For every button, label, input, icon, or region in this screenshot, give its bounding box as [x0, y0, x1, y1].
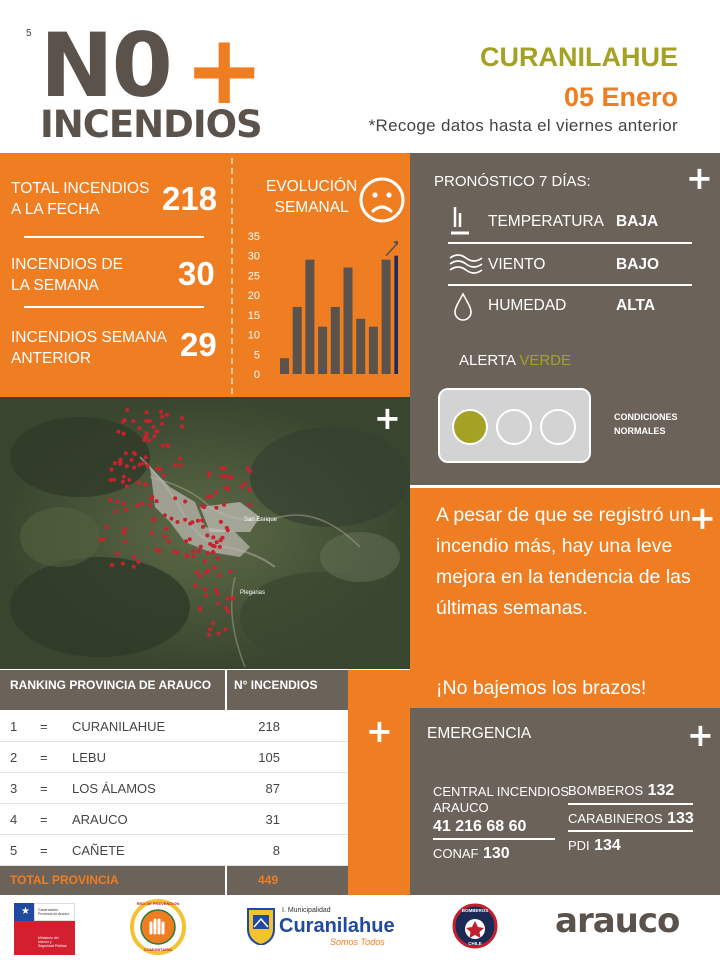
- curanilahue-tagline: Somos Todos: [330, 937, 385, 947]
- fire-marker: [173, 496, 177, 500]
- prev-week-fires-value: 29: [180, 326, 217, 363]
- pdi-contact: PDI 134: [568, 837, 621, 854]
- fire-marker: [223, 466, 227, 470]
- fire-marker: [152, 434, 156, 438]
- divider: [448, 242, 692, 244]
- fire-marker: [200, 519, 204, 523]
- ranking-trend: =: [40, 750, 48, 765]
- fire-marker: [215, 592, 219, 596]
- fire-marker: [243, 482, 247, 486]
- footer-logos: [0, 895, 720, 960]
- ranking-name: CURANILAHUE: [72, 719, 166, 734]
- fire-marker: [225, 606, 229, 610]
- fire-marker: [216, 557, 220, 561]
- logo-no-text: N0: [40, 14, 171, 117]
- fire-marker: [208, 627, 212, 631]
- fire-marker: [165, 413, 169, 417]
- emergency-title: EMERGENCIA: [427, 725, 532, 742]
- logo-incendios-text: INCENDIOS: [40, 103, 262, 146]
- fire-marker: [135, 504, 139, 508]
- fire-marker: [240, 485, 244, 489]
- fire-marker: [164, 527, 168, 531]
- plus-icon: +: [686, 159, 713, 197]
- ranking-trend: =: [40, 843, 48, 858]
- ranking-position: 4: [10, 812, 18, 827]
- divider: [568, 830, 693, 832]
- y-tick-label: 5: [253, 349, 260, 362]
- ranking-name: ARAUCO: [72, 812, 128, 827]
- fire-marker: [179, 463, 183, 467]
- fire-marker: [223, 628, 227, 632]
- ranking-count: 87: [265, 781, 280, 796]
- fire-marker: [132, 565, 136, 569]
- y-tick-label: 30: [247, 250, 260, 263]
- ranking-row: [0, 773, 348, 804]
- fire-marker: [145, 410, 149, 414]
- chart-bar: [356, 319, 365, 374]
- fire-marker: [162, 473, 166, 477]
- fire-marker: [116, 430, 120, 434]
- fire-marker: [247, 503, 251, 507]
- fire-marker: [132, 451, 136, 455]
- alert-light-green: [452, 409, 488, 445]
- fire-marker: [226, 596, 230, 600]
- fire-marker: [169, 517, 173, 521]
- week-fires-value: 30: [178, 255, 215, 292]
- fire-marker: [145, 464, 149, 468]
- fire-marker: [116, 500, 120, 504]
- trend-arrow-icon: [386, 244, 397, 256]
- fire-marker: [215, 540, 219, 544]
- chart-bar: [305, 260, 314, 374]
- fire-marker: [110, 468, 114, 472]
- fire-marker: [214, 588, 218, 592]
- fire-marker: [203, 587, 207, 591]
- forecast-wind-label: VIENTO: [488, 256, 546, 273]
- fire-marker: [140, 502, 144, 506]
- forecast-humidity-label: HUMEDAD: [488, 297, 567, 314]
- fire-marker: [193, 584, 197, 588]
- divider: [24, 306, 204, 308]
- sad-face-icon: [358, 176, 406, 224]
- ranking-title: RANKING PROVINCIA DE ARAUCO: [10, 678, 212, 692]
- ranking-total-value: 449: [258, 873, 279, 887]
- fire-marker: [132, 555, 136, 559]
- fire-marker: [183, 500, 187, 504]
- fire-marker: [205, 533, 209, 537]
- fire-marker: [125, 464, 129, 468]
- fire-marker: [213, 544, 217, 548]
- fire-marker: [155, 467, 159, 471]
- fire-marker: [159, 410, 163, 414]
- fire-marker: [246, 466, 250, 470]
- fire-marker: [124, 451, 128, 455]
- fire-marker: [143, 484, 147, 488]
- forecast-temp-label: TEMPERATURA: [488, 213, 604, 230]
- week-fires-label: INCENDIOS DE LA SEMANA: [11, 256, 123, 294]
- data-note: *Recoge datos hasta el viernes anterior: [368, 116, 678, 135]
- arauco-logo: arauco: [555, 901, 680, 941]
- fire-marker: [218, 545, 222, 549]
- fire-marker: [146, 419, 150, 423]
- fire-marker: [132, 419, 136, 423]
- fire-marker: [180, 425, 184, 429]
- conaf-contact: CONAF 130: [433, 845, 510, 861]
- fire-marker: [188, 537, 192, 541]
- fire-marker: [195, 570, 199, 574]
- fire-marker: [155, 429, 159, 433]
- fire-marker: [176, 520, 180, 524]
- fire-marker: [165, 443, 169, 447]
- fire-marker: [204, 594, 208, 598]
- fire-marker: [122, 531, 126, 535]
- fire-marker: [222, 503, 226, 507]
- fire-marker: [122, 432, 126, 436]
- fire-marker: [207, 473, 211, 477]
- ranking-trend: =: [40, 812, 48, 827]
- fire-marker: [220, 474, 224, 478]
- fire-marker: [217, 601, 221, 605]
- fire-marker: [226, 487, 230, 491]
- ranking-position: 3: [10, 781, 18, 796]
- fire-marker: [206, 495, 210, 499]
- fire-marker: [115, 552, 119, 556]
- evolution-label: EVOLUCIÓN SEMANAL: [266, 178, 358, 216]
- fire-marker: [147, 439, 151, 443]
- bomberos-contact: BOMBEROS 132: [568, 782, 675, 799]
- fire-marker: [201, 525, 205, 529]
- fire-marker: [206, 569, 210, 573]
- chart-bar: [318, 327, 327, 374]
- y-tick-label: 10: [247, 329, 260, 342]
- y-tick-label: 20: [247, 290, 260, 303]
- map-label-plegarias: Plegarias: [240, 590, 266, 596]
- ranking-count: 105: [258, 750, 280, 765]
- message-cta: ¡No bajemos los brazos!: [436, 677, 647, 699]
- fire-marker: [211, 621, 215, 625]
- fire-marker: [163, 513, 167, 517]
- fire-marker: [130, 458, 134, 462]
- fire-marker: [121, 562, 125, 566]
- ranking-row: [0, 804, 348, 835]
- dashed-divider: [231, 158, 233, 394]
- total-fires-value: 218: [162, 180, 218, 217]
- fire-marker: [148, 504, 152, 508]
- thermometer-icon: [448, 203, 472, 237]
- fire-marker: [144, 455, 148, 459]
- fire-marker: [145, 431, 149, 435]
- fire-marker: [123, 418, 127, 422]
- fire-marker: [110, 563, 114, 567]
- fire-marker: [183, 518, 187, 522]
- fire-marker: [125, 484, 129, 488]
- central-label: CENTRAL INCENDIOS ARAUCO: [433, 784, 570, 815]
- forecast-humidity-value: ALTA: [616, 297, 656, 314]
- ranking-position: 1: [10, 719, 18, 734]
- ranking-row: [0, 742, 348, 773]
- orange-block: [348, 670, 410, 895]
- forecast-wind-value: BAJO: [616, 256, 660, 273]
- fire-marker: [138, 463, 142, 467]
- fire-marker: [161, 444, 165, 448]
- fire-marker: [141, 461, 145, 465]
- fire-marker: [217, 632, 221, 636]
- fire-marker: [211, 535, 215, 539]
- y-tick-label: 25: [247, 270, 260, 283]
- ranking-count: 31: [265, 812, 280, 827]
- ranking-name: LEBU: [72, 750, 106, 765]
- chart-bar: [344, 268, 353, 374]
- fire-marker: [219, 538, 223, 542]
- fire-marker: [113, 510, 117, 514]
- fire-marker: [217, 573, 221, 577]
- page-number: 5: [26, 28, 32, 39]
- fire-marker: [185, 554, 189, 558]
- fire-marker: [207, 633, 211, 637]
- fire-marker: [248, 488, 252, 492]
- fire-marker: [196, 519, 200, 523]
- ranking-trend: =: [40, 781, 48, 796]
- fire-marker: [158, 549, 162, 553]
- curanilahue-logo-text: Curanilahue: [279, 915, 395, 937]
- ranking-name: LOS ÁLAMOS: [72, 781, 156, 796]
- fire-marker: [136, 560, 140, 564]
- divider: [433, 838, 555, 840]
- fire-marker: [230, 476, 234, 480]
- fire-marker: [192, 554, 196, 558]
- fire-marker: [232, 596, 236, 600]
- fire-marker: [209, 494, 213, 498]
- report-date: 05 Enero: [563, 82, 678, 112]
- weekly-evolution-chart: [238, 226, 398, 386]
- plus-icon: +: [687, 716, 714, 754]
- divider: [225, 866, 227, 895]
- city-title: CURANILAHUE: [480, 42, 678, 72]
- fire-marker: [198, 606, 202, 610]
- fire-marker: [203, 559, 207, 563]
- chart-bar: [293, 307, 302, 374]
- fire-marker: [178, 457, 182, 461]
- fire-marker: [202, 505, 206, 509]
- bomberos-logo: BOMBEROS CHILE: [452, 901, 498, 953]
- fire-marker: [113, 461, 117, 465]
- fire-marker: [225, 526, 229, 530]
- plus-icon: +: [366, 712, 393, 750]
- fire-marker: [125, 408, 129, 412]
- fire-marker: [198, 574, 202, 578]
- ranking-trend: =: [40, 719, 48, 734]
- municipalidad-label: I. Municipalidad: [282, 907, 331, 914]
- fire-marker: [212, 566, 216, 570]
- alert-light-yellow: [496, 409, 532, 445]
- ranking-total-row: [0, 866, 348, 895]
- fire-marker: [105, 525, 109, 529]
- chart-bar: [331, 307, 340, 374]
- fire-marker: [151, 425, 155, 429]
- ranking-count: 218: [258, 719, 280, 734]
- ranking-position: 5: [10, 843, 18, 858]
- fire-marker: [160, 422, 164, 426]
- fire-marker: [229, 569, 233, 573]
- fire-marker: [124, 508, 128, 512]
- ranking-header: [0, 670, 348, 710]
- logo-plus-icon: +: [184, 14, 265, 126]
- ranking-total-label: TOTAL PROVINCIA: [10, 873, 119, 887]
- fire-marker: [121, 480, 125, 484]
- fire-marker: [212, 551, 216, 555]
- chart-bar: [394, 256, 398, 374]
- fire-map: [0, 397, 410, 669]
- forecast-temp-value: BAJA: [616, 213, 659, 230]
- gobierno-logo: ★ Gobernación Provincia de Arauco Ministerio del Interior y Seguridad Pública: [14, 903, 75, 955]
- divider: [568, 803, 693, 805]
- humidity-drop-icon: [452, 292, 474, 322]
- fire-marker: [226, 609, 230, 613]
- fire-marker: [122, 502, 126, 506]
- message-text: A pesar de que se registró un incendio más, hay una leve mejora en la tendencia de las últimas semanas.: [436, 504, 691, 619]
- fire-marker: [167, 539, 171, 543]
- plus-icon: +: [374, 399, 401, 437]
- fire-marker: [154, 548, 158, 552]
- conditions-label: CONDICIONES NORMALES: [614, 412, 678, 436]
- alert-traffic-light: [438, 388, 591, 463]
- fire-marker: [150, 531, 154, 535]
- ranking-count-header: N° INCENDIOS: [234, 678, 318, 692]
- fire-marker: [151, 518, 155, 522]
- fire-marker: [132, 466, 136, 470]
- fire-marker: [137, 481, 141, 485]
- chart-bar: [369, 327, 378, 374]
- ranking-name: CAÑETE: [72, 843, 125, 858]
- alert-light-red: [540, 409, 576, 445]
- fire-marker: [109, 498, 113, 502]
- plus-icon: +: [689, 499, 716, 537]
- central-number: 41 216 68 60: [433, 818, 527, 835]
- fire-marker: [184, 539, 188, 543]
- ranking-position: 2: [10, 750, 18, 765]
- fire-marker: [199, 545, 203, 549]
- fire-marker: [172, 550, 176, 554]
- divider: [24, 236, 204, 238]
- fire-marker: [191, 549, 195, 553]
- y-tick-label: 0: [253, 369, 260, 381]
- prev-week-fires-label: INCENDIOS SEMANA ANTERIOR: [11, 329, 167, 367]
- ranking-count: 8: [272, 843, 280, 858]
- fire-marker: [215, 490, 219, 494]
- curanilahue-shield-icon: [246, 905, 276, 945]
- fire-marker: [214, 506, 218, 510]
- fire-marker: [127, 478, 131, 482]
- y-tick-label: 15: [247, 309, 260, 322]
- fire-marker: [99, 537, 103, 541]
- forecast-title: PRONÓSTICO 7 DÍAS:: [434, 173, 591, 190]
- fire-marker: [150, 495, 154, 499]
- chart-bar: [382, 260, 391, 374]
- ranking-row: [0, 835, 348, 866]
- carabineros-contact: CARABINEROS 133: [568, 810, 694, 827]
- fire-marker: [123, 540, 127, 544]
- divider: [448, 284, 692, 286]
- fire-marker: [122, 475, 126, 479]
- fire-marker: [173, 463, 177, 467]
- fire-marker: [197, 549, 201, 553]
- fire-marker: [108, 478, 112, 482]
- alert-label: ALERTA VERDE: [459, 352, 571, 369]
- fire-marker: [118, 460, 122, 464]
- divider: [225, 670, 227, 710]
- fire-marker: [219, 520, 223, 524]
- fire-marker: [188, 522, 192, 526]
- chart-bar: [280, 358, 289, 374]
- wind-icon: [448, 253, 484, 275]
- fire-marker: [160, 415, 164, 419]
- fire-marker: [112, 478, 116, 482]
- y-tick-label: 35: [247, 231, 260, 243]
- fire-marker: [155, 499, 159, 503]
- ranking-row: [0, 711, 348, 742]
- fire-marker: [206, 551, 210, 555]
- fire-marker: [138, 426, 142, 430]
- fire-marker: [180, 416, 184, 420]
- map-label-san-enrique: San Enrique: [244, 517, 278, 523]
- red-prevencion-logo: RED DE PREVENCION COMUNITARIA: [130, 899, 186, 955]
- total-fires-label: TOTAL INCENDIOS A LA FECHA: [11, 180, 150, 218]
- fire-marker: [163, 535, 167, 539]
